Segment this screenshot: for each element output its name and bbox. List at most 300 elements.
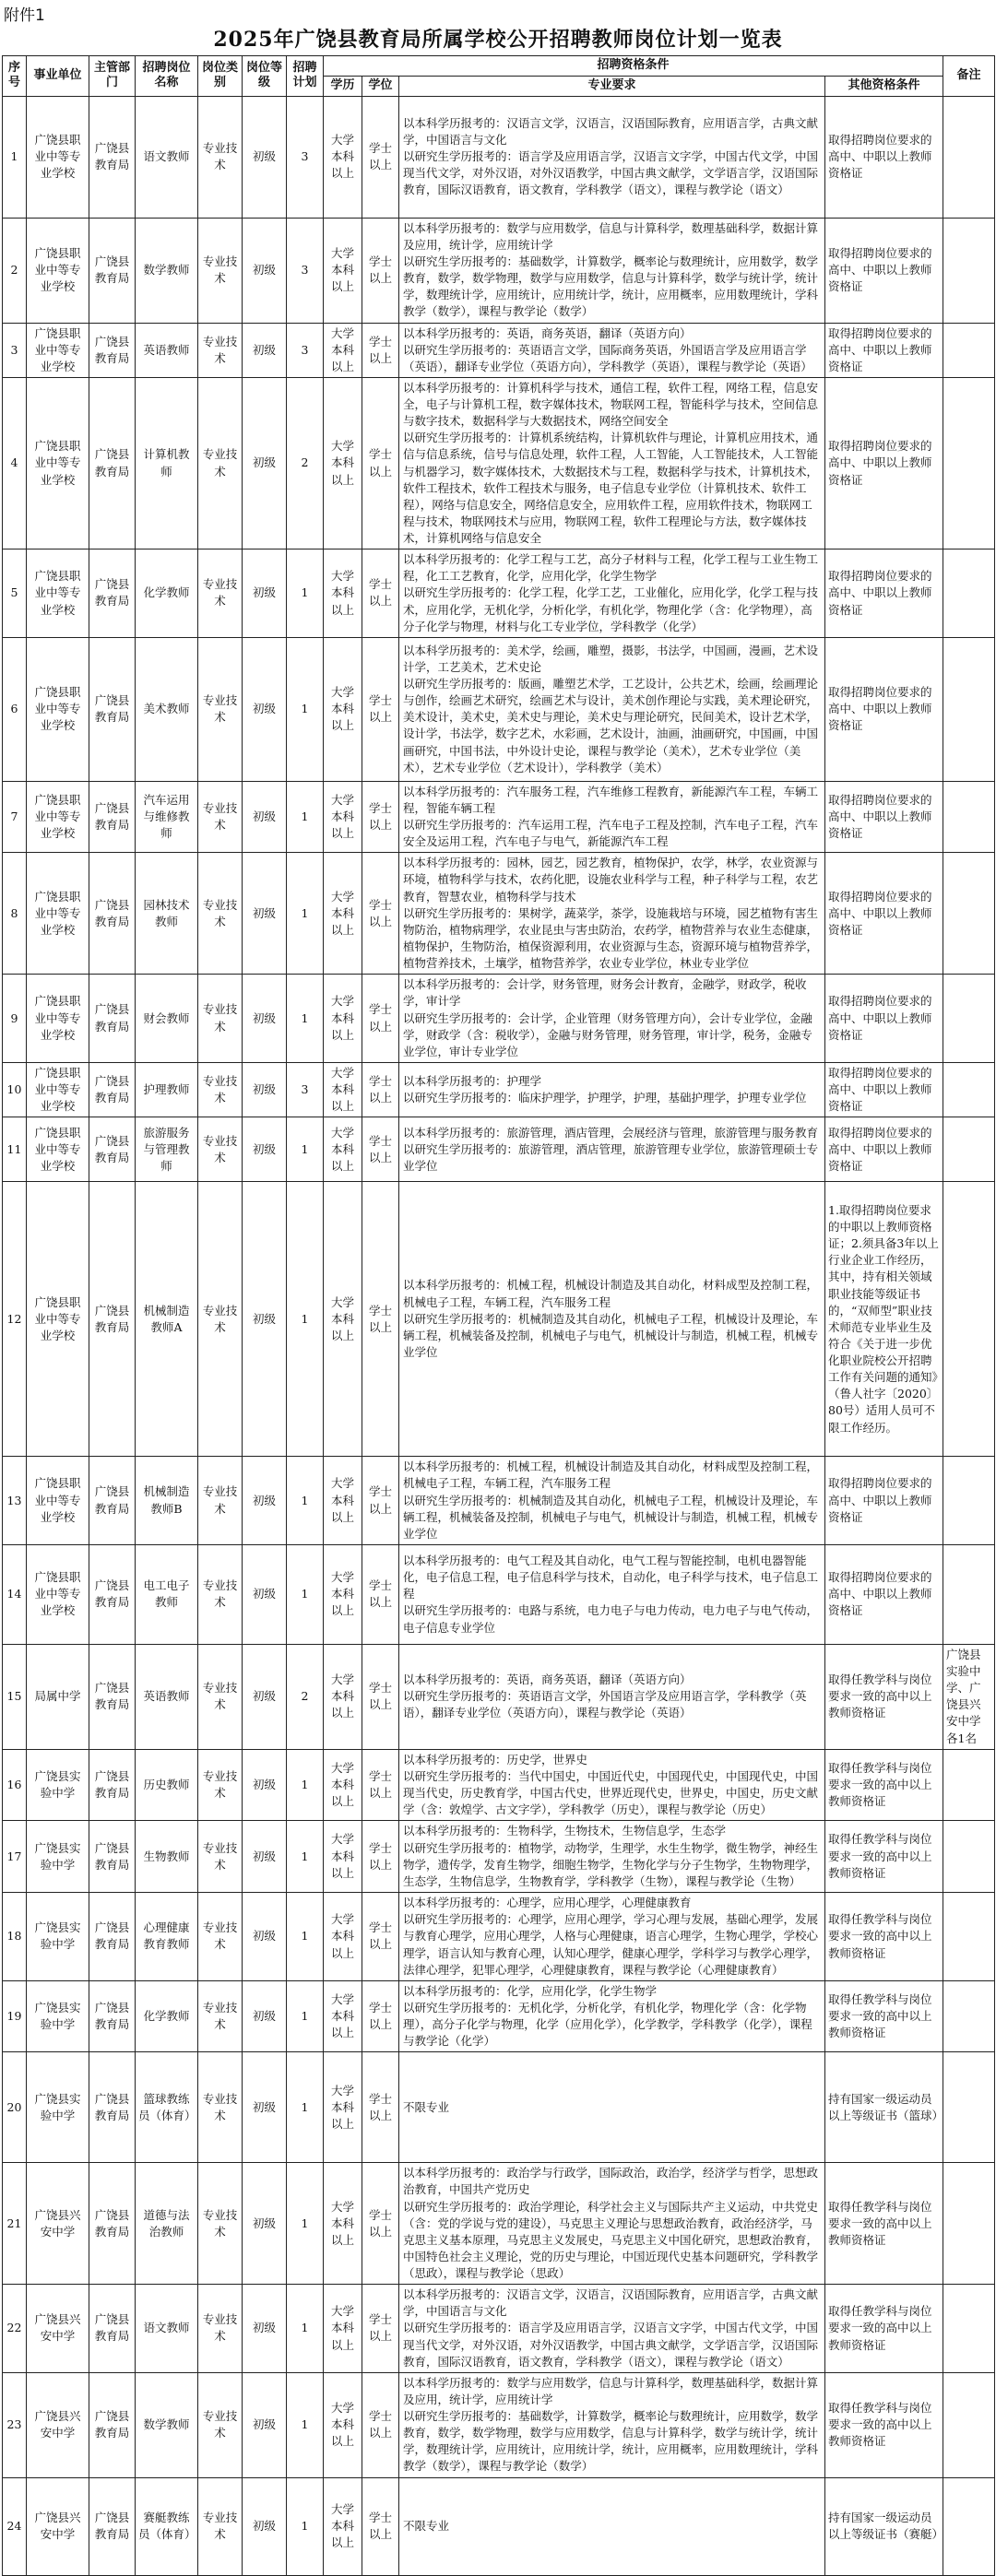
row-major-requirements xyxy=(399,377,825,549)
row-dept: 广饶县教育局 xyxy=(89,2477,136,2575)
major-requirement-line: 以本科学历报考的：生物科学，生物技术，生物信息学，生态学 xyxy=(403,1824,727,1838)
row-plan: 1 xyxy=(287,1544,324,1644)
row-remark xyxy=(943,1062,995,1117)
row-remark xyxy=(943,1980,995,2052)
table-row xyxy=(3,1980,995,2052)
row-education: 大学本科以上 xyxy=(324,96,362,218)
row-major-requirements xyxy=(399,1644,825,1749)
row-dept: 广饶县教育局 xyxy=(89,2285,136,2373)
major-requirement-line: 以本科学历报考的：政治学与行政学，国际政治，政治学，经济学与哲学，思想政治教育，中国共产党历史 xyxy=(403,2166,819,2197)
major-requirement-line: 以研究生学历报考的：汽车运用工程，汽车电子工程及控制，汽车电子工程，汽车安全及运用工程，汽车电子与电气，新能源汽车工程 xyxy=(403,818,819,849)
row-other-requirements: 取得招聘岗位要求的高中、中职以上教师资格证 xyxy=(825,975,943,1063)
row-level: 初级 xyxy=(243,2285,287,2373)
row-number: 23 xyxy=(3,2372,27,2477)
row-major-requirements xyxy=(399,1893,825,1981)
header-category: 岗位类别 xyxy=(198,56,243,97)
row-degree: 学士以上 xyxy=(362,1062,399,1117)
row-level: 初级 xyxy=(243,1457,287,1545)
annex-label: 附件1 xyxy=(4,6,45,25)
row-category: 专业技术 xyxy=(198,2163,243,2285)
row-number: 17 xyxy=(3,1821,27,1893)
row-category: 专业技术 xyxy=(198,549,243,638)
major-requirement-line: 以研究生学历报考的：无机化学，分析化学，有机化学，物理化学（含：化学物理），高分子化学与物理，化学（应用化学），化学教学，学科教学（化学），课程与教学论（化学） xyxy=(403,2000,812,2049)
row-level: 初级 xyxy=(243,2052,287,2163)
row-category: 专业技术 xyxy=(198,975,243,1063)
row-other-requirements: 取得任教学科与岗位要求一致的高中以上教师资格证 xyxy=(825,1821,943,1893)
row-major-requirements xyxy=(399,1544,825,1644)
row-plan: 1 xyxy=(287,1821,324,1893)
row-major-requirements xyxy=(399,1182,825,1457)
major-requirement-line: 以本科学历报考的：化学工程与工艺，高分子材料与工程，化学工程与工业生物工程，化工工艺教育，化学，应用化学，化学生物学 xyxy=(403,552,819,584)
table-row xyxy=(3,1749,995,1821)
row-major-requirements xyxy=(399,2372,825,2477)
row-dept: 广饶县教育局 xyxy=(89,975,136,1063)
row-number: 24 xyxy=(3,2477,27,2575)
row-other-requirements: 取得任教学科与岗位要求一致的高中以上教师资格证 xyxy=(825,1749,943,1821)
row-plan: 1 xyxy=(287,1117,324,1182)
row-unit: 广饶县职业中等专业学校 xyxy=(27,96,89,218)
major-requirement-line: 以研究生学历报考的：植物学，动物学，生理学，水生生物学，微生物学，神经生物学，遗传学，发育生物学，细胞生物学，生物化学与分子生物学，生物物理学，生态学，生物信息学，生物教育学，学科教学（生物），课程与教学论（生物） xyxy=(403,1840,819,1888)
table-row xyxy=(3,975,995,1063)
row-category: 专业技术 xyxy=(198,2372,243,2477)
table-row xyxy=(3,1644,995,1749)
row-post: 计算机教师 xyxy=(136,377,198,549)
row-plan: 1 xyxy=(287,1182,324,1457)
table-row xyxy=(3,2372,995,2477)
row-degree: 学士以上 xyxy=(362,2163,399,2285)
row-post: 英语教师 xyxy=(136,323,198,377)
row-number: 7 xyxy=(3,781,27,853)
row-number: 3 xyxy=(3,323,27,377)
major-requirement-line: 以研究生学历报考的：机械制造及其自动化，机械电子工程，机械设计及理论，车辆工程，机械装备及控制，机械电子与电气，机械设计与制造，机械工程，机械专业学位 xyxy=(403,1311,819,1359)
row-post: 语文教师 xyxy=(136,2285,198,2373)
row-remark xyxy=(943,637,995,781)
row-education: 大学本科以上 xyxy=(324,2477,362,2575)
row-post: 机械制造教师A xyxy=(136,1182,198,1457)
row-unit: 广饶县职业中等专业学校 xyxy=(27,781,89,853)
row-other-requirements: 取得任教学科与岗位要求一致的高中以上教师资格证 xyxy=(825,1644,943,1749)
row-remark xyxy=(943,549,995,638)
row-dept: 广饶县教育局 xyxy=(89,637,136,781)
major-requirement-line: 以本科学历报考的：护理学 xyxy=(403,1073,542,1088)
row-post: 英语教师 xyxy=(136,1644,198,1749)
major-requirement-line: 以研究生学历报考的：机械制造及其自动化，机械电子工程，机械设计及理论，车辆工程，机械装备及控制，机械电子与电气，机械设计与制造，机械工程，机械专业学位 xyxy=(403,1493,819,1541)
header-no: 序号 xyxy=(3,56,27,97)
row-unit: 局属中学 xyxy=(27,1644,89,1749)
row-remark xyxy=(943,1457,995,1545)
row-dept: 广饶县教育局 xyxy=(89,1749,136,1821)
row-category: 专业技术 xyxy=(198,218,243,323)
row-degree: 学士以上 xyxy=(362,323,399,377)
row-other-requirements: 取得招聘岗位要求的高中、中职以上教师资格证 xyxy=(825,1544,943,1644)
header-major: 专业要求 xyxy=(399,76,825,96)
row-plan: 1 xyxy=(287,1893,324,1981)
row-number: 14 xyxy=(3,1544,27,1644)
row-degree: 学士以上 xyxy=(362,1749,399,1821)
table-row xyxy=(3,1117,995,1182)
row-unit: 广饶县职业中等专业学校 xyxy=(27,549,89,638)
row-dept: 广饶县教育局 xyxy=(89,1117,136,1182)
row-level: 初级 xyxy=(243,1821,287,1893)
major-requirement-line: 不限专业 xyxy=(403,2099,450,2114)
header-degree: 学位 xyxy=(362,76,399,96)
row-education: 大学本科以上 xyxy=(324,549,362,638)
table-row xyxy=(3,218,995,323)
document-title: 2025年广饶县教育局所属学校公开招聘教师岗位计划一览表 xyxy=(213,28,783,52)
row-remark xyxy=(943,853,995,975)
row-post: 赛艇教练员（体育） xyxy=(136,2477,198,2575)
row-dept: 广饶县教育局 xyxy=(89,549,136,638)
row-dept: 广饶县教育局 xyxy=(89,853,136,975)
row-number: 20 xyxy=(3,2052,27,2163)
row-post: 电工电子教师 xyxy=(136,1544,198,1644)
row-remark xyxy=(943,2372,995,2477)
row-unit: 广饶县实验中学 xyxy=(27,1749,89,1821)
major-requirement-line: 以本科学历报考的：机械工程，机械设计制造及其自动化，材料成型及控制工程，机械电子工程，车辆工程，汽车服务工程 xyxy=(403,1278,819,1309)
major-requirement-line: 以本科学历报考的：计算机科学与技术，通信工程，软件工程，网络工程，信息安全，电子与计算机工程，数字媒体技术，物联网工程，智能科学与技术，空间信息与数字技术，数据科学与大数据技术，网络空间安全 xyxy=(403,380,819,429)
row-category: 专业技术 xyxy=(198,1749,243,1821)
row-education: 大学本科以上 xyxy=(324,1893,362,1981)
row-level: 初级 xyxy=(243,637,287,781)
row-level: 初级 xyxy=(243,1893,287,1981)
row-degree: 学士以上 xyxy=(362,96,399,218)
row-number: 8 xyxy=(3,853,27,975)
row-education: 大学本科以上 xyxy=(324,377,362,549)
row-degree: 学士以上 xyxy=(362,1821,399,1893)
row-major-requirements xyxy=(399,96,825,218)
row-major-requirements xyxy=(399,975,825,1063)
row-category: 专业技术 xyxy=(198,1062,243,1117)
table-row xyxy=(3,1182,995,1457)
row-post: 园林技术教师 xyxy=(136,853,198,975)
major-requirement-line: 不限专业 xyxy=(403,2518,450,2533)
row-category: 专业技术 xyxy=(198,781,243,853)
row-level: 初级 xyxy=(243,781,287,853)
major-requirement-line: 以本科学历报考的：化学，应用化学，化学生物学 xyxy=(403,1983,658,1998)
row-unit: 广饶县职业中等专业学校 xyxy=(27,853,89,975)
row-level: 初级 xyxy=(243,975,287,1063)
row-other-requirements: 取得招聘岗位要求的高中、中职以上教师资格证 xyxy=(825,637,943,781)
major-requirement-line: 以研究生学历报考的：版画，雕塑艺术学，工艺设计，公共艺术，绘画，绘画理论与创作，绘画艺术研究，绘画艺术与设计，美术创作理论与实践，美术理论研究，美术设计，美术史，美术史与理论，美术史与理论研究，民间美术，设计艺术学，设计学，书法学，数字艺术，水彩画，艺术设计，油画，油画研究，中国画，中国画研究，中国书法，中外设计史论，课程与教学论（美术），艺术专业学位（美术），艺术专业学位（艺术设计），学科教学（美术） xyxy=(403,677,819,774)
major-requirement-line: 以研究生学历报考的：基础数学，计算数学，概率论与数理统计，应用数学，数学教育，数学，数学物理，数学与应用数学，信息与计算科学，数学与统计学，统计学，数理统计学，应用统计，应用统计学，统计，应用概率，应用数理统计，学科教学（数学），课程与教学论（数学） xyxy=(403,2409,819,2474)
row-unit: 广饶县职业中等专业学校 xyxy=(27,1182,89,1457)
table-row xyxy=(3,96,995,218)
table-row xyxy=(3,2052,995,2163)
row-degree: 学士以上 xyxy=(362,549,399,638)
row-unit: 广饶县实验中学 xyxy=(27,1821,89,1893)
row-education: 大学本科以上 xyxy=(324,1117,362,1182)
row-unit: 广饶县兴安中学 xyxy=(27,2163,89,2285)
table-row xyxy=(3,377,995,549)
row-post: 语文教师 xyxy=(136,96,198,218)
row-degree: 学士以上 xyxy=(362,1544,399,1644)
row-category: 专业技术 xyxy=(198,853,243,975)
row-remark xyxy=(943,1749,995,1821)
row-level: 初级 xyxy=(243,377,287,549)
row-unit: 广饶县实验中学 xyxy=(27,2052,89,2163)
row-post: 篮球教练员（体育） xyxy=(136,2052,198,2163)
row-level: 初级 xyxy=(243,2163,287,2285)
row-major-requirements xyxy=(399,781,825,853)
major-requirement-line: 以研究生学历报考的：英语语言文学，外国语言学及应用语言学，学科教学（英语），翻译专业学位（英语方向），课程与教学论（英语） xyxy=(403,1689,807,1720)
row-category: 专业技术 xyxy=(198,377,243,549)
row-other-requirements: 取得招聘岗位要求的高中、中职以上教师资格证 xyxy=(825,323,943,377)
major-requirement-line: 以研究生学历报考的：计算机系统结构，计算机软件与理论，计算机应用技术，通信与信息系统，信号与信息处理，软件工程，人工智能，人工智能技术，人工智能与机器学习，数字媒体技术，大数据技术与工程，数据科学与技术，计算机技术，软件工程技术，软件工程技术与服务，电子信息专业学位（计算机技术、软件工程），网络与信息安全，网络信息安全，应用软件工程，应用软件技术，物联网工程与技术，物联网技术与应用，物联网工程，软件工程理论与方法，数字媒体技术，计算机网络与信息安全 xyxy=(403,431,819,546)
row-major-requirements xyxy=(399,2052,825,2163)
row-level: 初级 xyxy=(243,218,287,323)
table-row xyxy=(3,1062,995,1117)
row-education: 大学本科以上 xyxy=(324,1644,362,1749)
row-category: 专业技术 xyxy=(198,1544,243,1644)
row-category: 专业技术 xyxy=(198,1117,243,1182)
row-plan: 1 xyxy=(287,1457,324,1545)
row-other-requirements: 取得招聘岗位要求的高中、中职以上教师资格证 xyxy=(825,1117,943,1182)
row-education: 大学本科以上 xyxy=(324,1457,362,1545)
table-body xyxy=(3,96,995,2575)
row-other-requirements: 取得任教学科与岗位要求一致的高中以上教师资格证 xyxy=(825,2285,943,2373)
row-unit: 广饶县职业中等专业学校 xyxy=(27,218,89,323)
major-requirement-line: 以研究生学历报考的：当代中国史，中国近代史，中国现代史，中国现代史，中国现当代史，历史教育学，中国古代史，世界近现代史，世界史，中国史，历史文献学（含：敦煌学、古文字学），学科教学（历史），课程与教学论（历史） xyxy=(403,1768,819,1817)
row-number: 16 xyxy=(3,1749,27,1821)
major-requirement-line: 以本科学历报考的：电气工程及其自动化，电气工程与智能控制，电机电器智能化，电子信息工程，电子信息科学与技术，自动化，电子科学与技术，电子信息工程 xyxy=(403,1554,819,1601)
row-post: 数学教师 xyxy=(136,218,198,323)
row-remark xyxy=(943,218,995,323)
row-degree: 学士以上 xyxy=(362,1893,399,1981)
header-plan: 招聘计划 xyxy=(287,56,324,97)
header-post: 招聘岗位名称 xyxy=(136,56,198,97)
major-requirement-line: 以研究生学历报考的：化学工程，化学工艺，工业催化，应用化学，化学工程与技术，应用化学，无机化学，分析化学，有机化学，物理化学（含：化学物理），高分子化学与物理，材料与化工专业学位，学科教学（化学） xyxy=(403,585,819,633)
row-degree: 学士以上 xyxy=(362,1457,399,1545)
header-other: 其他资格条件 xyxy=(825,76,943,96)
row-post: 旅游服务与管理教师 xyxy=(136,1117,198,1182)
row-degree: 学士以上 xyxy=(362,2477,399,2575)
row-post: 美术教师 xyxy=(136,637,198,781)
row-post: 护理教师 xyxy=(136,1062,198,1117)
row-remark xyxy=(943,2285,995,2373)
row-education: 大学本科以上 xyxy=(324,1062,362,1117)
row-other-requirements: 1.取得招聘岗位要求的中职以上教师资格证；2.须具备3年以上行业企业工作经历，其中，持有相关领域职业技能等级证书的，“双师型”职业技术师范专业毕业生及符合《关于进一步优化职业院校公开招聘工作有关问题的通知》（鲁人社字〔2020〕80号）适用人员可不限工作经历。 xyxy=(825,1182,943,1457)
row-plan: 1 xyxy=(287,781,324,853)
row-number: 5 xyxy=(3,549,27,638)
major-requirement-line: 以研究生学历报考的：临床护理学，护理学，护理，基础护理学，护理专业学位 xyxy=(403,1091,807,1105)
header-dept: 主管部门 xyxy=(89,56,136,97)
major-requirement-line: 以研究生学历报考的：旅游管理，酒店管理，旅游管理专业学位，旅游管理硕士专业学位 xyxy=(403,1141,819,1173)
major-requirement-line: 以本科学历报考的：英语，商务英语，翻译（英语方向） xyxy=(403,1672,692,1687)
row-other-requirements: 取得任教学科与岗位要求一致的高中以上教师资格证 xyxy=(825,2163,943,2285)
row-degree: 学士以上 xyxy=(362,1117,399,1182)
major-requirement-line: 以研究生学历报考的：果树学，蔬菜学，茶学，设施栽培与环境，园艺植物有害生物防治，植物病理学，农业昆虫与害虫防治，农药学，植物营养与农业生态健康，植物保护，生物防治，植保资源利用，农业资源与生态，资源环境与植物营养学，植物营养技术，土壤学，植物营养学，农业专业学位，林业专业学位 xyxy=(403,905,819,971)
row-number: 15 xyxy=(3,1644,27,1749)
major-requirement-line: 以本科学历报考的：英语，商务英语，翻译（英语方向） xyxy=(403,325,692,340)
row-other-requirements: 取得招聘岗位要求的高中、中职以上教师资格证 xyxy=(825,218,943,323)
row-unit: 广饶县职业中等专业学校 xyxy=(27,1062,89,1117)
row-degree: 学士以上 xyxy=(362,975,399,1063)
row-post: 化学教师 xyxy=(136,549,198,638)
row-number: 12 xyxy=(3,1182,27,1457)
major-requirement-line: 以本科学历报考的：会计学，财务管理，财务会计教育，金融学，财政学，税收学，审计学 xyxy=(403,977,807,1009)
row-category: 专业技术 xyxy=(198,1457,243,1545)
table-row xyxy=(3,781,995,853)
row-education: 大学本科以上 xyxy=(324,975,362,1063)
table-row xyxy=(3,637,995,781)
row-unit: 广饶县实验中学 xyxy=(27,1980,89,2052)
header-level: 岗位等级 xyxy=(243,56,287,97)
row-number: 22 xyxy=(3,2285,27,2373)
row-number: 10 xyxy=(3,1062,27,1117)
row-dept: 广饶县教育局 xyxy=(89,2372,136,2477)
row-dept: 广饶县教育局 xyxy=(89,1821,136,1893)
row-unit: 广饶县职业中等专业学校 xyxy=(27,637,89,781)
row-other-requirements: 持有国家一级运动员以上等级证书（篮球） xyxy=(825,2052,943,2163)
header-education: 学历 xyxy=(324,76,362,96)
row-number: 13 xyxy=(3,1457,27,1545)
row-remark xyxy=(943,2052,995,2163)
row-degree: 学士以上 xyxy=(362,2372,399,2477)
row-plan: 1 xyxy=(287,853,324,975)
row-plan: 1 xyxy=(287,637,324,781)
major-requirement-line: 以本科学历报考的：汉语言文学，汉语言，汉语国际教育，应用语言学，古典文献学，中国语言与文化 xyxy=(403,2287,819,2319)
row-dept: 广饶县教育局 xyxy=(89,781,136,853)
row-degree: 学士以上 xyxy=(362,853,399,975)
major-requirement-line: 以研究生学历报考的：基础数学，计算数学，概率论与数理统计，应用数学，数学教育，数学，数学物理，数学与应用数学，信息与计算科学，数学与统计学，统计学，数理统计学，应用统计，应用统计学，统计，应用概率，应用数理统计，学科教学（数学），课程与教学论（数学） xyxy=(403,254,819,319)
row-number: 2 xyxy=(3,218,27,323)
row-category: 专业技术 xyxy=(198,2477,243,2575)
row-level: 初级 xyxy=(243,1544,287,1644)
row-unit: 广饶县职业中等专业学校 xyxy=(27,1544,89,1644)
row-other-requirements: 取得任教学科与岗位要求一致的高中以上教师资格证 xyxy=(825,1980,943,2052)
row-major-requirements xyxy=(399,1062,825,1117)
row-major-requirements xyxy=(399,1980,825,2052)
row-dept: 广饶县教育局 xyxy=(89,377,136,549)
row-remark xyxy=(943,323,995,377)
row-education: 大学本科以上 xyxy=(324,2052,362,2163)
row-unit: 广饶县兴安中学 xyxy=(27,2372,89,2477)
row-plan: 1 xyxy=(287,2052,324,2163)
row-major-requirements xyxy=(399,2477,825,2575)
row-plan: 1 xyxy=(287,1749,324,1821)
row-remark xyxy=(943,1544,995,1644)
row-dept: 广饶县教育局 xyxy=(89,1644,136,1749)
row-category: 专业技术 xyxy=(198,1182,243,1457)
major-requirement-line: 以研究生学历报考的：政治学理论，科学社会主义与国际共产主义运动，中共党史（含：党的学说与党的建设），马克思主义理论与思想政治教育，政治经济学，马克思主义基本原理，马克思主义发展史，马克思主义中国化研究，思想政治教育，中国特色社会主义理论，党的历史与理论，中国近现代史基本问题研究，学科教学（思政），课程与教学论（思政） xyxy=(403,2199,819,2281)
row-education: 大学本科以上 xyxy=(324,2163,362,2285)
row-other-requirements: 取得招聘岗位要求的高中、中职以上教师资格证 xyxy=(825,1062,943,1117)
row-remark: 广饶县实验中学、广饶县兴安中学各1名 xyxy=(943,1644,995,1749)
major-requirement-line: 以本科学历报考的：数学与应用数学，信息与计算科学，数理基础科学，数据计算及应用，统计学，应用统计学 xyxy=(403,220,819,252)
row-post: 心理健康教育教师 xyxy=(136,1893,198,1981)
major-requirement-line: 以本科学历报考的：美术学，绘画，雕塑，摄影，书法学，中国画，漫画，艺术设计学，工艺美术，艺术史论 xyxy=(403,643,819,674)
row-major-requirements xyxy=(399,218,825,323)
row-level: 初级 xyxy=(243,1182,287,1457)
row-number: 9 xyxy=(3,975,27,1063)
row-category: 专业技术 xyxy=(198,1644,243,1749)
row-category: 专业技术 xyxy=(198,2285,243,2373)
row-education: 大学本科以上 xyxy=(324,1821,362,1893)
row-other-requirements: 取得任教学科与岗位要求一致的高中以上教师资格证 xyxy=(825,1893,943,1981)
row-plan: 2 xyxy=(287,377,324,549)
table-row xyxy=(3,1457,995,1545)
row-degree: 学士以上 xyxy=(362,2052,399,2163)
major-requirement-line: 以本科学历报考的：园林，园艺，园艺教育，植物保护，农学，林学，农业资源与环境，植物科学与技术，农药化肥，设施农业科学与工程，种子科学与工程，农艺教育，智慧农业，植物科学与技术 xyxy=(403,856,819,904)
major-requirement-line: 以本科学历报考的：数学与应用数学，信息与计算科学，数理基础科学，数据计算及应用，统计学，应用统计学 xyxy=(403,2375,819,2406)
row-education: 大学本科以上 xyxy=(324,2285,362,2373)
row-plan: 1 xyxy=(287,2372,324,2477)
row-post: 汽车运用与维修教师 xyxy=(136,781,198,853)
row-other-requirements: 取得招聘岗位要求的高中、中职以上教师资格证 xyxy=(825,377,943,549)
table-row xyxy=(3,853,995,975)
row-remark xyxy=(943,2163,995,2285)
major-requirement-line: 以本科学历报考的：机械工程，机械设计制造及其自动化，材料成型及控制工程，机械电子工程，车辆工程，汽车服务工程 xyxy=(403,1459,819,1491)
row-unit: 广饶县职业中等专业学校 xyxy=(27,323,89,377)
major-requirement-line: 以本科学历报考的：汽车服务工程，汽车维修工程教育，新能源汽车工程，车辆工程，智能车辆工程 xyxy=(403,784,819,815)
header-remark: 备注 xyxy=(943,56,995,97)
row-dept: 广饶县教育局 xyxy=(89,1182,136,1457)
row-remark xyxy=(943,1821,995,1893)
row-post: 历史教师 xyxy=(136,1749,198,1821)
row-number: 21 xyxy=(3,2163,27,2285)
row-remark xyxy=(943,1182,995,1457)
row-education: 大学本科以上 xyxy=(324,1980,362,2052)
row-level: 初级 xyxy=(243,549,287,638)
major-requirement-line: 以本科学历报考的：历史学，世界史 xyxy=(403,1752,588,1767)
row-level: 初级 xyxy=(243,96,287,218)
row-level: 初级 xyxy=(243,853,287,975)
row-other-requirements: 取得任教学科与岗位要求一致的高中以上教师资格证 xyxy=(825,2372,943,2477)
row-dept: 广饶县教育局 xyxy=(89,1980,136,2052)
row-unit: 广饶县职业中等专业学校 xyxy=(27,1457,89,1545)
table-row xyxy=(3,1821,995,1893)
row-education: 大学本科以上 xyxy=(324,323,362,377)
row-category: 专业技术 xyxy=(198,323,243,377)
row-major-requirements xyxy=(399,1117,825,1182)
row-education: 大学本科以上 xyxy=(324,1749,362,1821)
row-education: 大学本科以上 xyxy=(324,1182,362,1457)
row-level: 初级 xyxy=(243,1749,287,1821)
row-other-requirements: 取得招聘岗位要求的高中、中职以上教师资格证 xyxy=(825,853,943,975)
row-level: 初级 xyxy=(243,2477,287,2575)
row-post: 机械制造教师B xyxy=(136,1457,198,1545)
row-major-requirements xyxy=(399,1821,825,1893)
row-level: 初级 xyxy=(243,1062,287,1117)
major-requirement-line: 以本科学历报考的：心理学，应用心理学，心理健康教育 xyxy=(403,1896,692,1910)
row-major-requirements xyxy=(399,2163,825,2285)
row-unit: 广饶县职业中等专业学校 xyxy=(27,1117,89,1182)
row-remark xyxy=(943,377,995,549)
row-remark xyxy=(943,2477,995,2575)
row-unit: 广饶县兴安中学 xyxy=(27,2477,89,2575)
row-category: 专业技术 xyxy=(198,1893,243,1981)
row-major-requirements xyxy=(399,853,825,975)
row-plan: 3 xyxy=(287,323,324,377)
row-major-requirements xyxy=(399,1457,825,1545)
row-remark xyxy=(943,1117,995,1182)
row-other-requirements: 取得招聘岗位要求的高中、中职以上教师资格证 xyxy=(825,549,943,638)
row-remark xyxy=(943,96,995,218)
row-plan: 1 xyxy=(287,2477,324,2575)
major-requirement-line: 以研究生学历报考的：电路与系统，电力电子与电力传动，电力电子与电气传动，电子信息专业学位 xyxy=(403,1603,819,1635)
row-number: 19 xyxy=(3,1980,27,2052)
row-dept: 广饶县教育局 xyxy=(89,218,136,323)
row-dept: 广饶县教育局 xyxy=(89,96,136,218)
row-major-requirements xyxy=(399,1749,825,1821)
row-plan: 1 xyxy=(287,2285,324,2373)
row-degree: 学士以上 xyxy=(362,1182,399,1457)
row-major-requirements xyxy=(399,2285,825,2373)
table-row xyxy=(3,2477,995,2575)
table-row xyxy=(3,2163,995,2285)
row-education: 大学本科以上 xyxy=(324,637,362,781)
row-education: 大学本科以上 xyxy=(324,218,362,323)
